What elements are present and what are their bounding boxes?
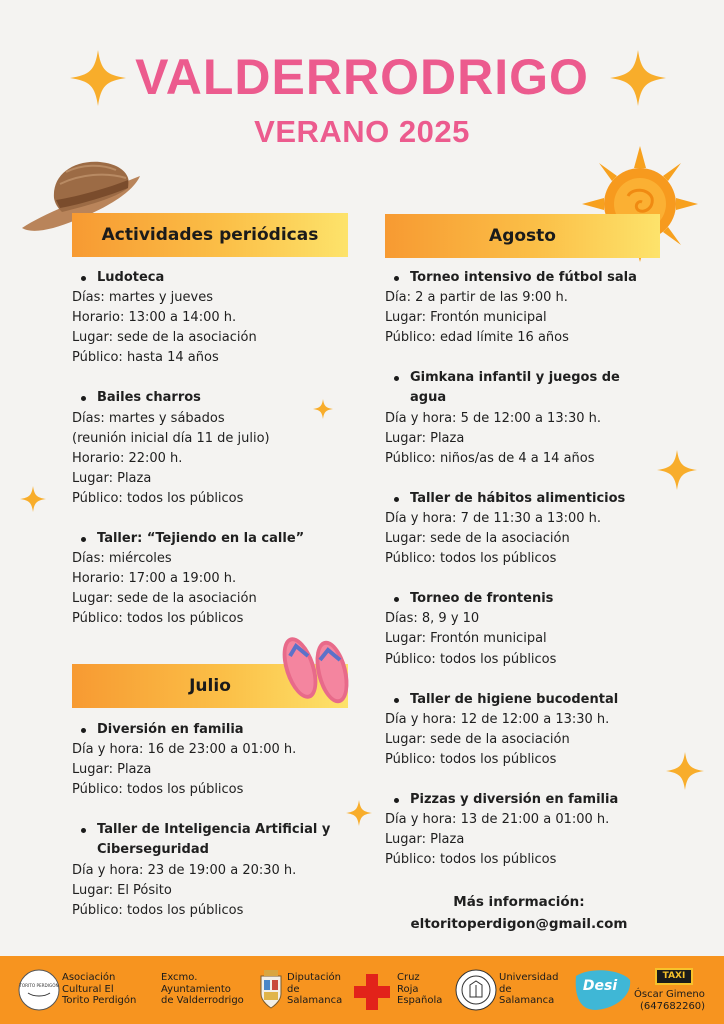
activity-item [385,368,665,468]
activity-item [385,268,665,348]
activity-item [385,790,665,870]
activity-detail: Lugar: El Pósito [72,882,172,898]
activity-detail: Público: todos los públicos [72,611,244,627]
activity-title: Taller de higiene bucodental [385,690,665,710]
activity-detail: Días: miércoles [72,551,172,567]
section-banner-periodicas: Actividades periódicas [72,213,348,257]
activity-detail: (reunión inicial día 11 de julio) [72,430,270,446]
activity-detail: Público: todos los públicos [385,651,557,667]
activity-item [72,820,362,920]
activity-title: Ludoteca [72,268,362,288]
column-julio [72,720,362,921]
activity-detail: Público: todos los públicos [385,551,557,567]
activity-detail: Público: edad límite 16 años [385,330,569,346]
activity-detail: Lugar: Plaza [72,762,152,778]
activity-title: Diversión en familia [72,720,362,740]
activity-detail: Día: 2 a partir de las 9:00 h. [385,290,568,306]
activity-detail: Día y hora: 13 de 21:00 a 01:00 h. [385,812,610,828]
activity-detail: Público: todos los públicos [72,490,244,506]
sponsor-text: Excmo. Ayuntamiento de Valderrodrigo [161,972,244,1006]
activity-item [385,489,665,569]
sparkle-icon [666,752,704,790]
activity-detail: Público: todos los públicos [72,902,244,918]
activity-detail: Lugar: sede de la asociación [72,591,257,607]
activity-detail: Día y hora: 16 de 23:00 a 01:00 h. [72,742,297,758]
activity-detail: Público: todos los públicos [385,852,557,868]
activity-detail: Lugar: Frontón municipal [385,631,547,647]
activity-item [385,690,665,770]
activity-title-cont: agua [410,390,447,406]
diputacion-shield-icon [258,968,284,1010]
sponsor-text: Cruz Roja Española [397,972,443,1006]
flip-flops-icon [276,630,356,710]
column-agosto [385,268,665,870]
activity-title: Pizzas y diversión en familia [385,790,665,810]
taxi-badge: TAXI [655,968,693,985]
logo-text: TORITO PERDIGÓN [19,983,59,988]
column-periodicas [72,268,362,630]
red-cross-icon [354,974,390,1010]
activity-detail: Lugar: sede de la asociación [385,731,570,747]
activity-title-cont: Ciberseguridad [97,842,209,858]
activity-detail: Lugar: sede de la asociación [72,330,257,346]
activity-item [72,529,362,629]
activity-title: Taller de Inteligencia Artificial y [72,820,362,840]
contact-label: Más información: [453,894,585,910]
activity-title: Torneo de frontenis [385,589,665,609]
activity-detail: Días: 8, 9 y 10 [385,611,480,627]
university-seal-icon [455,969,497,1011]
activity-title: Taller de hábitos alimenticios [385,489,665,509]
desi-logo [572,966,634,1014]
sponsor-text: Universidad de Salamanca [499,972,559,1006]
activity-detail: Lugar: Plaza [72,470,152,486]
activity-title: Torneo intensivo de fútbol sala [385,268,665,288]
sparkle-icon [20,486,46,512]
activity-detail: Público: todos los públicos [385,751,557,767]
activity-title: Bailes charros [72,388,362,408]
activity-detail: Horario: 17:00 a 19:00 h. [72,571,237,587]
activity-detail: Días: martes y jueves [72,290,213,306]
sparkle-icon [70,50,126,106]
activity-item [385,589,665,669]
sparkle-icon [610,50,666,106]
sponsor-phone: (647682260) [640,1001,706,1012]
page-title: VALDERRODRIGO [135,49,589,105]
activity-detail: Día y hora: 12 de 12:00 a 13:30 h. [385,711,610,727]
activity-detail: Público: todos los públicos [72,782,244,798]
activity-title: Gimkana infantil y juegos de [385,368,665,388]
section-banner-agosto: Agosto [385,214,660,258]
activity-detail: Público: niños/as de 4 a 14 años [385,450,595,466]
activity-detail: Lugar: Frontón municipal [385,310,547,326]
activity-detail: Día y hora: 5 de 12:00 a 13:30 h. [385,410,602,426]
activity-detail: Horario: 13:00 a 14:00 h. [72,310,237,326]
sponsor-text: Asociación Cultural El Torito Perdigón [62,972,137,1006]
torito-perdigon-logo [18,969,60,1011]
activity-item [72,720,362,800]
activity-detail: Público: hasta 14 años [72,350,219,366]
activity-detail: Horario: 22:00 h. [72,450,183,466]
contact-info [384,892,654,934]
activity-detail: Día y hora: 23 de 19:00 a 20:30 h. [72,862,297,878]
sponsor-name: Óscar Gimeno [634,989,705,1000]
section-banner-julio: Julio [72,664,348,708]
sponsor-text: Diputación de Salamanca [287,972,343,1006]
activity-detail: Lugar: Plaza [385,430,465,446]
activity-title: Taller: “Tejiendo en la calle” [72,529,362,549]
activity-detail: Lugar: Plaza [385,832,465,848]
activity-item [72,268,362,368]
page-subtitle: VERANO 2025 [254,114,470,149]
activity-detail: Días: martes y sábados [72,410,225,426]
sponsor-footer [0,956,724,1024]
activity-detail: Lugar: sede de la asociación [385,531,570,547]
activity-item [72,388,362,509]
contact-email[interactable]: eltoritoperdigon@gmail.com [410,916,628,932]
logo-text: Desi [582,978,618,994]
activity-detail: Día y hora: 7 de 11:30 a 13:00 h. [385,510,602,526]
